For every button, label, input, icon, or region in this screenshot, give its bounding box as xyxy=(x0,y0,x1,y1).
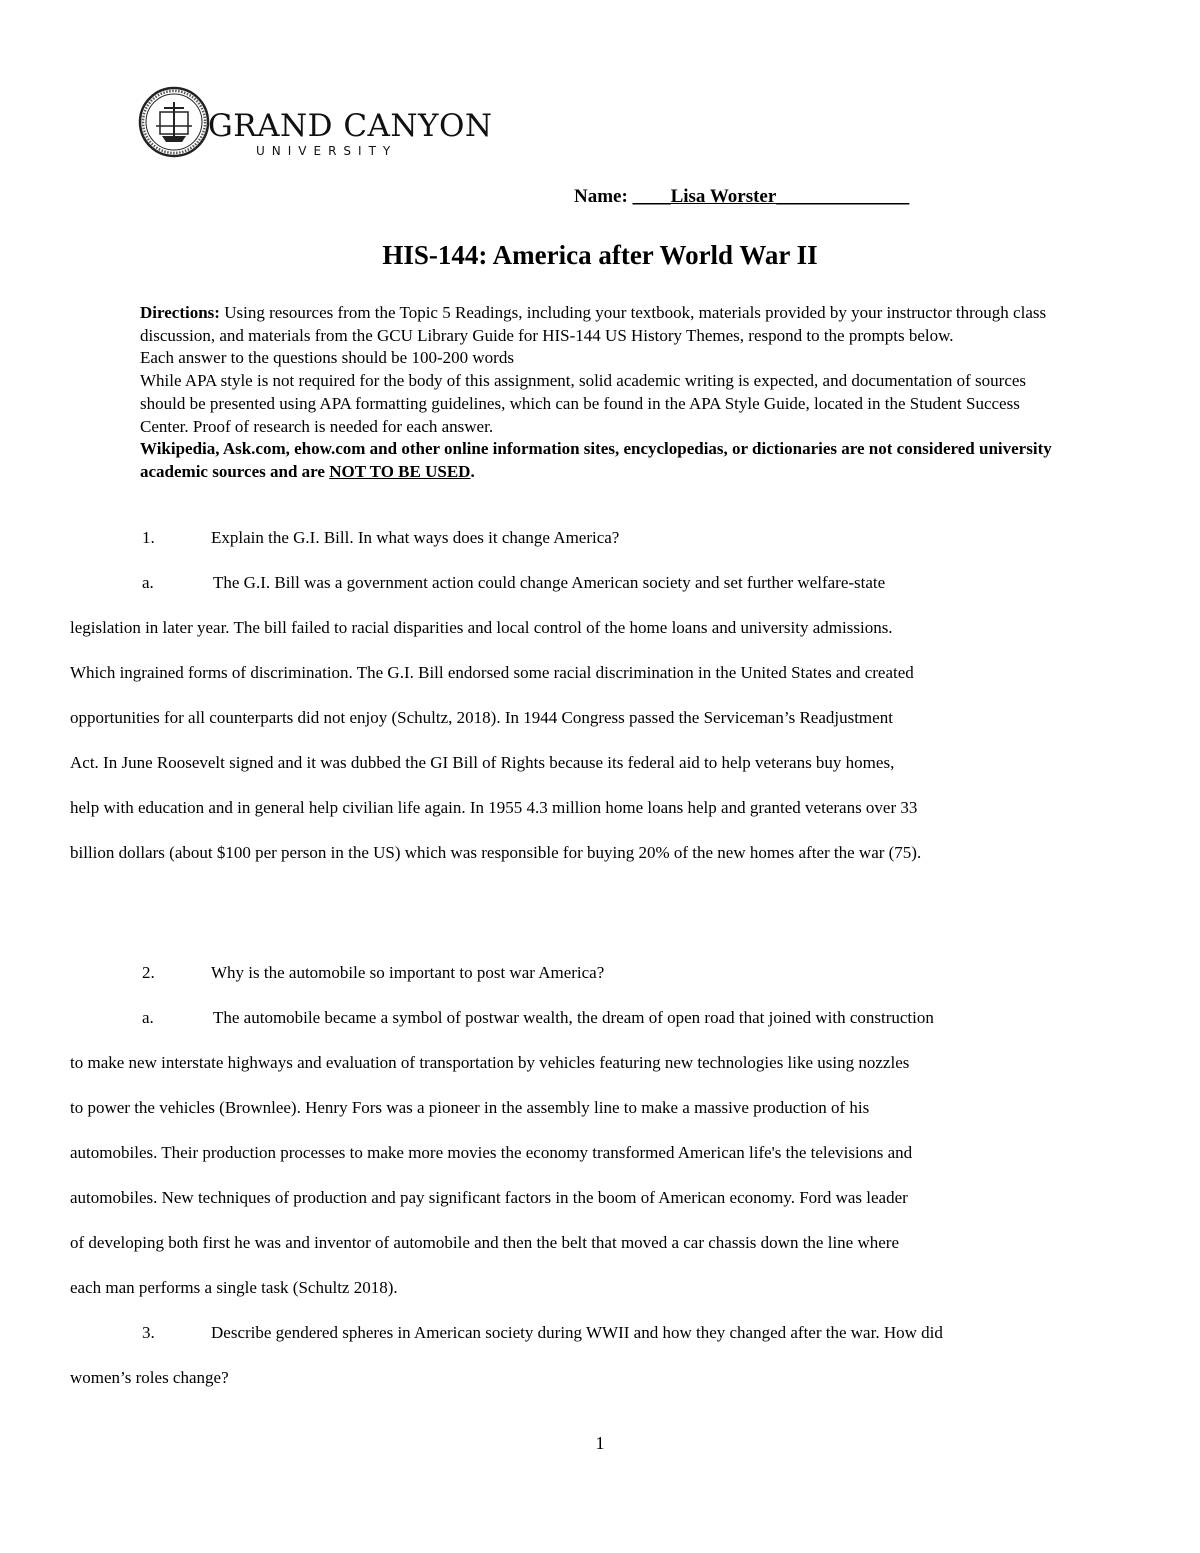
logo-subtitle: UNIVERSITY xyxy=(256,144,398,158)
directions-paragraph-1 xyxy=(140,302,1055,347)
answer-line: legislation in later year. The bill failed to racial disparities and local control of the home loans and university admissions. xyxy=(70,618,893,637)
answer-label: a. xyxy=(142,573,154,592)
directions-label: Directions: xyxy=(140,303,220,322)
answer-line: Act. In June Roosevelt signed and it was dubbed the GI Bill of Rights because its federal aid to help veterans buy homes, xyxy=(70,753,895,772)
answer-line: automobiles. New techniques of production and pay significant factors in the boom of American economy. Ford was leader xyxy=(70,1188,908,1207)
answer-line: to power the vehicles (Brownlee). Henry Fors was a pioneer in the assembly line to make a massive production of his xyxy=(70,1098,870,1117)
directions-block xyxy=(140,302,1055,484)
name-blank-pre: ____ xyxy=(632,186,671,207)
sources-warning-end: . xyxy=(470,461,475,481)
question-number: 3. xyxy=(142,1323,155,1342)
not-to-be-used: NOT TO BE USED xyxy=(329,461,471,481)
question-number: 2. xyxy=(142,963,155,982)
sources-warning xyxy=(140,438,1055,483)
answer-line: The G.I. Bill was a government action could change American society and set further welfare-state xyxy=(213,573,886,592)
answer-line: of developing both first he was and inventor of automobile and then the belt that moved a car chassis down the line where xyxy=(70,1233,899,1252)
question-text: Why is the automobile so important to post war America? xyxy=(211,963,605,982)
university-logo xyxy=(138,86,493,162)
university-seal-icon xyxy=(138,86,210,158)
question-text: Explain the G.I. Bill. In what ways does it change America? xyxy=(211,528,620,547)
answer-label: a. xyxy=(142,1008,154,1027)
question-number: 1. xyxy=(142,528,155,547)
student-name-line xyxy=(574,186,909,208)
question-text: Describe gendered spheres in American society during WWII and how they changed after the war. How did xyxy=(211,1323,943,1342)
question-text-continued: women’s roles change? xyxy=(70,1368,229,1387)
answer-line: billion dollars (about $100 per person in the US) which was responsible for buying 20% of the new homes after the war (75). xyxy=(70,843,922,862)
answer-line: to make new interstate highways and evaluation of transportation by vehicles featuring new technologies like using nozzles xyxy=(70,1053,910,1072)
answer-line: each man performs a single task (Schultz 2018). xyxy=(70,1278,398,1297)
directions-paragraph-2: Each answer to the questions should be 100-200 words xyxy=(140,348,514,368)
directions-text-1: Using resources from the Topic 5 Readings, including your textbook, materials provided by your instructor through class discussion, and materials from the GCU Library Guide for HIS-144 US History Themes, respond to the prompts below. xyxy=(140,303,1047,345)
page-title: HIS-144: America after World War II xyxy=(382,240,818,270)
answer-line: The automobile became a symbol of postwar wealth, the dream of open road that joined with construction xyxy=(213,1008,934,1027)
answer-line: automobiles. Their production processes to make more movies the economy transformed American life's the televisions and xyxy=(70,1143,913,1162)
answer-line: Which ingrained forms of discrimination. The G.I. Bill endorsed some racial discrimination in the United States and created xyxy=(70,663,914,682)
name-blank-post: ______________ xyxy=(776,186,910,207)
sources-warning-text: Wikipedia, Ask.com, ehow.com and other online information sites, encyclopedias, or dictionaries are not considered university academic sources and are xyxy=(140,439,1052,481)
logo-wordmark: GRAND CANYON xyxy=(208,108,493,144)
name-label: Name: xyxy=(574,186,628,207)
page-number: 1 xyxy=(595,1433,605,1453)
answer-line: opportunities for all counterparts did not enjoy (Schultz, 2018). In 1944 Congress passed the Serviceman’s Readjustment xyxy=(70,708,893,727)
directions-paragraph-3: While APA style is not required for the body of this assignment, solid academic writing is expected, and documentation of sources should be presented using APA formatting guidelines, which can be found in the APA Style Guide, located in the Student Success Center. Proof of research is needed for each answer. xyxy=(140,371,1027,436)
student-name: Lisa Worster xyxy=(670,186,777,207)
answer-line: help with education and in general help civilian life again. In 1955 4.3 million home loans help and granted veterans over 33 xyxy=(70,798,918,817)
